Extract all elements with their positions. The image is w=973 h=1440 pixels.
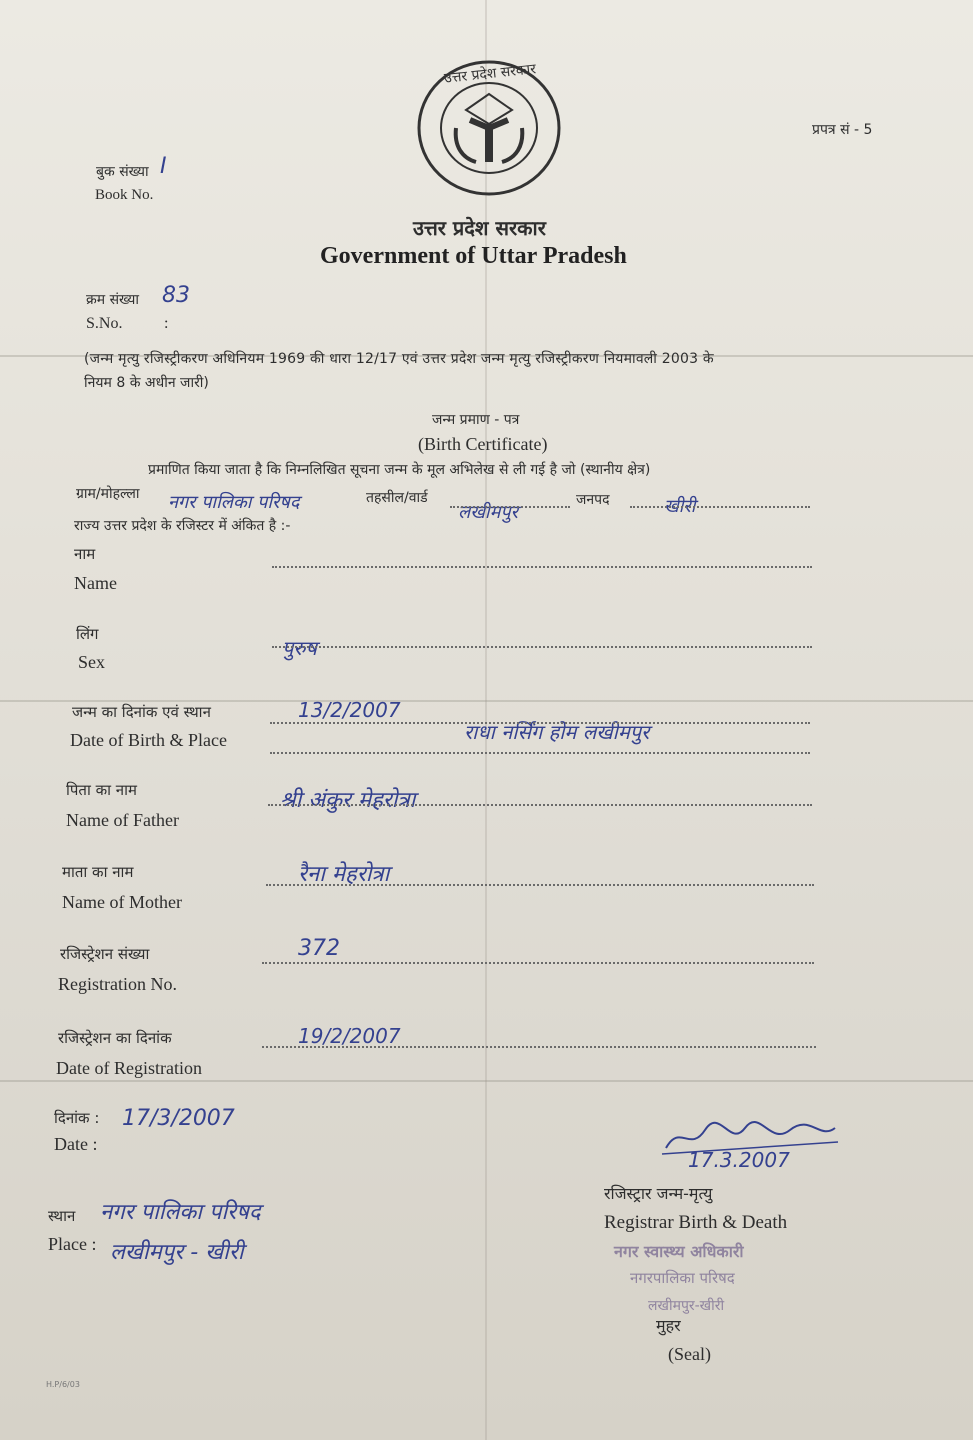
- stamp-line-3: लखीमपुर-खीरी: [648, 1298, 725, 1314]
- date-value: 17/3/2007: [122, 1106, 235, 1131]
- date-label-hi: दिनांक :: [54, 1109, 100, 1127]
- mother-label-hi: माता का नाम: [62, 863, 134, 881]
- dob-date-value: 13/2/2007: [298, 698, 401, 722]
- seal-label: (Seal): [668, 1344, 711, 1364]
- sno-colon: :: [164, 315, 169, 332]
- muhar-label: मुहर: [656, 1316, 681, 1335]
- place-value-2: लखीमपुर - खीरी: [110, 1240, 244, 1265]
- dob-label-en: Date of Birth & Place: [70, 730, 227, 750]
- stamp-line-2: नगरपालिका परिषद: [630, 1269, 735, 1287]
- name-label-en: Name: [74, 573, 117, 593]
- dob-place-value: राधा नर्सिंग होम लखीमपुर: [464, 720, 650, 744]
- reg-date-label-en: Date of Registration: [56, 1058, 202, 1078]
- reg-no-label-hi: रजिस्ट्रेशन संख्या: [60, 945, 150, 963]
- father-label-en: Name of Father: [66, 810, 179, 830]
- book-value: I: [160, 154, 167, 179]
- village-label: ग्राम/मोहल्ला: [76, 486, 140, 502]
- act-note-line1: (जन्म मृत्यु रजिस्ट्रीकरण अधिनियम 1969 की धारा 12/17 एवं उत्तर प्रदेश जन्म मृत्यु रजिस्ट्रीकरण नियमावली 2003 के: [84, 351, 714, 367]
- certificate-title-hi: जन्म प्रमाण - पत्र: [432, 412, 520, 428]
- sno-label-hi: क्रम संख्या: [86, 292, 139, 308]
- mother-label-en: Name of Mother: [62, 892, 182, 912]
- form-number: प्रपत्र सं - 5: [812, 122, 873, 138]
- reg-date-value: 19/2/2007: [298, 1024, 401, 1048]
- reg-no-label-en: Registration No.: [58, 974, 177, 994]
- place-value-1: नगर पालिका परिषद: [100, 1200, 261, 1225]
- registrar-label-en: Registrar Birth & Death: [604, 1212, 788, 1233]
- name-label-hi: नाम: [74, 545, 96, 563]
- tehsil-label: तहसील/वार्ड: [366, 490, 428, 506]
- district-label: जनपद: [576, 492, 610, 508]
- certificate-title-en: (Birth Certificate): [418, 434, 548, 454]
- reg-date-label-hi: रजिस्ट्रेशन का दिनांक: [58, 1029, 172, 1047]
- intro-line1: प्रमाणित किया जाता है कि निम्नलिखित सूचना जन्म के मूल अभिलेख से ली गई है जो (स्थानीय क्षेत्र): [148, 462, 651, 478]
- mother-value: रैना मेहरोत्रा: [298, 862, 390, 887]
- place-label-en: Place :: [48, 1234, 97, 1254]
- sex-label-hi: लिंग: [76, 625, 99, 643]
- print-code: H.P/6/03: [46, 1380, 80, 1389]
- book-label-hi: बुक संख्या: [96, 164, 149, 180]
- district-value: खीरी: [664, 496, 696, 517]
- dob-label-hi: जन्म का दिनांक एवं स्थान: [72, 703, 211, 721]
- stamp-line-1: नगर स्वास्थ्य अधिकारी: [614, 1242, 744, 1261]
- father-value: श्री अंकुर मेहरोत्रा: [280, 788, 416, 813]
- father-label-hi: पिता का नाम: [66, 781, 137, 799]
- village-value: नगर पालिका परिषद: [168, 492, 300, 513]
- sex-value: पुरुष: [282, 636, 317, 660]
- act-note-line2: नियम 8 के अधीन जारी): [84, 375, 209, 391]
- signature-date: 17.3.2007: [688, 1148, 790, 1172]
- registrar-label-hi: रजिस्ट्रार जन्म-मृत्यु: [604, 1184, 713, 1203]
- sex-label-en: Sex: [78, 652, 105, 672]
- emblem-text: उत्तर प्रदेश सरकार: [443, 61, 537, 87]
- reg-no-value: 372: [298, 936, 340, 961]
- book-label-en: Book No.: [95, 187, 154, 203]
- date-label-en: Date :: [54, 1134, 98, 1154]
- place-label-hi: स्थान: [48, 1207, 76, 1225]
- intro-line3: राज्य उत्तर प्रदेश के रजिस्टर में अंकित है :-: [74, 518, 291, 534]
- gov-title-en: Government of Uttar Pradesh: [320, 243, 627, 269]
- sno-label-en: S.No.: [86, 315, 123, 332]
- sno-value: 83: [162, 283, 190, 308]
- tehsil-value: लखीमपुर: [458, 502, 518, 523]
- gov-title-hi: उत्तर प्रदेश सरकार: [413, 216, 546, 240]
